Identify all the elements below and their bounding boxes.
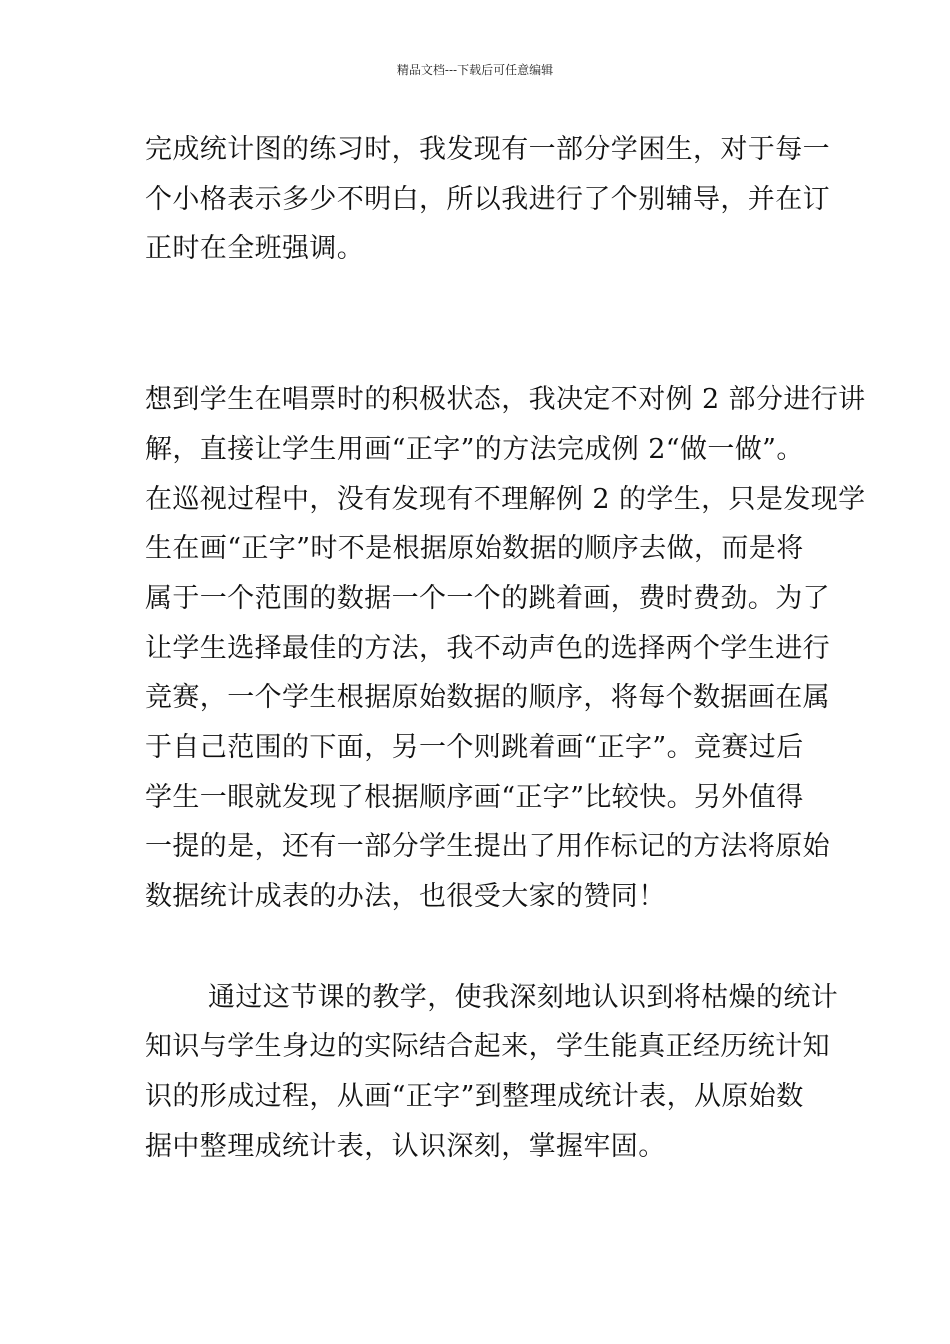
- text-line: 竞赛，一个学生根据原始数据的顺序，将每个数据画在属: [145, 682, 830, 713]
- text-line: 在巡视过程中，没有发现有不理解例 2 的学生，只是发现学: [145, 484, 866, 515]
- text-line: 属于一个范围的数据一个一个的跳着画，费时费劲。为了: [145, 583, 830, 614]
- text-line: 识的形成过程，从画“正字”到整理成统计表，从原始数: [145, 1081, 804, 1112]
- text-line: 通过这节课的教学，使我深刻地认识到将枯燥的统计: [208, 982, 839, 1013]
- text-line: 个小格表示多少不明白，所以我进行了个别辅导，并在订: [145, 184, 830, 215]
- text-line: 知识与学生身边的实际结合起来，学生能真正经历统计知: [145, 1031, 830, 1062]
- text-line: 于自己范围的下面，另一个则跳着画“正字”。竞赛过后: [145, 732, 804, 763]
- text-line: 完成统计图的练习时，我发现有一部分学困生，对于每一: [145, 134, 830, 165]
- text-line: 生在画“正字”时不是根据原始数据的顺序去做，而是将: [145, 533, 804, 564]
- page-header: 精品文档---下载后可任意编辑: [396, 63, 554, 77]
- text-line: 想到学生在唱票时的积极状态，我决定不对例 2 部分进行讲: [145, 384, 866, 415]
- text-line: 学生一眼就发现了根据顺序画“正字”比较快。另外值得: [145, 782, 804, 813]
- text-line: 让学生选择最佳的方法，我不动声色的选择两个学生进行: [145, 633, 830, 664]
- text-line: 据中整理成统计表，认识深刻，掌握牢固。: [145, 1131, 666, 1162]
- text-line: 数据统计成表的办法，也很受大家的赞同！: [145, 881, 666, 912]
- text-line: 一提的是，还有一部分学生提出了用作标记的方法将原始: [145, 831, 830, 862]
- text-line: 正时在全班强调。: [145, 233, 365, 264]
- text-line: 解，直接让学生用画“正字”的方法完成例 2“做一做”。: [145, 434, 804, 465]
